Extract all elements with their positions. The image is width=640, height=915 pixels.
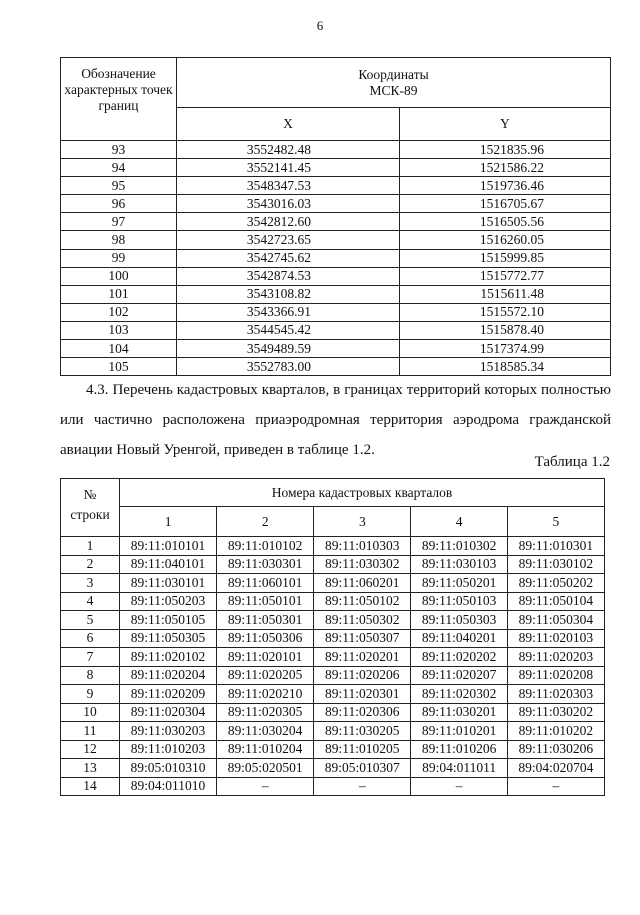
- cadastral-quarter-cell: 89:11:010204: [217, 740, 314, 759]
- row-number-cell: 5: [61, 611, 120, 630]
- page-number: 6: [316, 18, 324, 33]
- row-number-cell: 7: [61, 648, 120, 667]
- coordinates-table-row: [61, 177, 611, 195]
- cadastral-quarter-cell: 89:05:010310: [120, 759, 217, 778]
- coords-header-system: МСК-89: [369, 82, 418, 98]
- point-number-cell: 93: [61, 141, 177, 159]
- cadastral-quarter-cell: 89:11:040201: [411, 629, 507, 648]
- cadastral-quarter-cell: 89:11:050202: [507, 574, 604, 593]
- y-coordinate-cell: 1518585.34: [400, 358, 611, 376]
- coordinates-table-coords-header: [177, 58, 611, 108]
- cadastral-quarter-cell: 89:11:050305: [120, 629, 217, 648]
- y-coordinate-cell: 1515611.48: [400, 285, 611, 303]
- cadastral-quarter-cell: 89:11:020206: [314, 666, 411, 685]
- cadastral-table-column-header: 5: [507, 507, 604, 537]
- row-number-cell: 1: [61, 537, 120, 556]
- cadastral-quarter-cell: 89:11:050307: [314, 629, 411, 648]
- cadastral-table-row: [61, 740, 605, 759]
- point-number-cell: 104: [61, 340, 177, 358]
- cadastral-quarter-cell: 89:11:050301: [217, 611, 314, 630]
- cadastral-quarter-cell: 89:11:010206: [411, 740, 507, 759]
- cadastral-quarter-cell: 89:11:020302: [411, 685, 507, 704]
- cadastral-table-row: [61, 777, 605, 796]
- x-coordinate-cell: 3542745.62: [177, 249, 400, 267]
- x-coordinate-cell: 3552482.48: [177, 141, 400, 159]
- cadastral-quarter-cell: 89:04:011010: [120, 777, 217, 796]
- cadastral-quarter-cell: –: [217, 777, 314, 796]
- cadastral-quarter-cell: 89:11:020209: [120, 685, 217, 704]
- y-coordinate-cell: 1517374.99: [400, 340, 611, 358]
- cadastral-table-row: [61, 759, 605, 778]
- point-number-cell: 97: [61, 213, 177, 231]
- cadastral-quarter-cell: 89:11:010202: [507, 722, 604, 741]
- cadastral-quarter-cell: 89:11:020305: [217, 703, 314, 722]
- cadastral-quarters-table: [60, 478, 605, 796]
- y-coordinate-cell: 1516505.56: [400, 213, 611, 231]
- cadastral-quarter-cell: 89:11:050203: [120, 592, 217, 611]
- cadastral-quarter-cell: 89:04:020704: [507, 759, 604, 778]
- cadastral-quarter-cell: 89:11:010301: [507, 537, 604, 556]
- coordinates-table-row: [61, 159, 611, 177]
- cadastral-quarter-cell: 89:11:020202: [411, 648, 507, 667]
- cadastral-quarter-cell: 89:11:020303: [507, 685, 604, 704]
- x-coordinate-cell: 3543108.82: [177, 285, 400, 303]
- cadastral-quarter-cell: 89:11:030205: [314, 722, 411, 741]
- cadastral-table-column-header: 2: [217, 507, 314, 537]
- x-coordinate-cell: 3543366.91: [177, 303, 400, 321]
- coordinates-table-row: [61, 321, 611, 339]
- cadastral-quarter-cell: 89:11:010201: [411, 722, 507, 741]
- table-caption: Таблица 1.2: [534, 454, 610, 470]
- y-coordinate-cell: 1516705.67: [400, 195, 611, 213]
- row-number-cell: 14: [61, 777, 120, 796]
- cadastral-quarter-cell: 89:04:011011: [411, 759, 507, 778]
- cadastral-quarter-cell: 89:11:030101: [120, 574, 217, 593]
- point-number-cell: 94: [61, 159, 177, 177]
- y-coordinate-cell: 1519736.46: [400, 177, 611, 195]
- row-number-cell: 13: [61, 759, 120, 778]
- cadastral-table-row-number-header: [61, 479, 120, 537]
- row-number-cell: 6: [61, 629, 120, 648]
- coordinates-table-x-header: X: [177, 108, 400, 141]
- cadastral-quarter-cell: 89:11:050105: [120, 611, 217, 630]
- cadastral-quarter-cell: 89:11:020203: [507, 648, 604, 667]
- coordinates-table-row: [61, 358, 611, 376]
- cadastral-quarter-cell: 89:11:050101: [217, 592, 314, 611]
- cadastral-quarter-cell: 89:11:010205: [314, 740, 411, 759]
- coordinates-table-row: [61, 231, 611, 249]
- row-number-cell: 8: [61, 666, 120, 685]
- row-number-cell: 9: [61, 685, 120, 704]
- coordinates-table-row: [61, 213, 611, 231]
- row-number-cell: 10: [61, 703, 120, 722]
- cadastral-quarter-cell: 89:11:050104: [507, 592, 604, 611]
- cadastral-quarter-cell: 89:11:020210: [217, 685, 314, 704]
- cadastral-quarter-cell: –: [411, 777, 507, 796]
- coordinates-table-point-header: Обозначение характерных точек границ: [61, 58, 177, 141]
- cadastral-table-column-header: 3: [314, 507, 411, 537]
- point-number-cell: 99: [61, 249, 177, 267]
- x-coordinate-cell: 3549489.59: [177, 340, 400, 358]
- cadastral-quarter-cell: 89:11:030203: [120, 722, 217, 741]
- x-coordinate-cell: 3542812.60: [177, 213, 400, 231]
- coordinates-table-y-header: Y: [400, 108, 611, 141]
- cadastral-quarter-cell: 89:11:060201: [314, 574, 411, 593]
- coordinates-table: [60, 57, 611, 376]
- cadastral-quarter-cell: 89:11:020301: [314, 685, 411, 704]
- y-coordinate-cell: 1515999.85: [400, 249, 611, 267]
- coords-header-title: Координаты: [358, 66, 429, 82]
- cadastral-quarter-cell: 89:11:020102: [120, 648, 217, 667]
- coordinates-table-row: [61, 303, 611, 321]
- point-number-cell: 103: [61, 321, 177, 339]
- cadastral-quarter-cell: 89:11:030202: [507, 703, 604, 722]
- y-coordinate-cell: 1516260.05: [400, 231, 611, 249]
- x-coordinate-cell: 3542874.53: [177, 267, 400, 285]
- point-number-cell: 100: [61, 267, 177, 285]
- row-number-cell: 3: [61, 574, 120, 593]
- point-number-cell: 102: [61, 303, 177, 321]
- cadastral-quarter-cell: 89:11:020103: [507, 629, 604, 648]
- point-number-cell: 95: [61, 177, 177, 195]
- cadastral-quarter-cell: 89:05:010307: [314, 759, 411, 778]
- cadastral-table-row: [61, 574, 605, 593]
- coordinates-table-row: [61, 141, 611, 159]
- cadastral-quarter-cell: 89:11:010102: [217, 537, 314, 556]
- x-coordinate-cell: 3544545.42: [177, 321, 400, 339]
- cadastral-quarter-cell: 89:11:010303: [314, 537, 411, 556]
- x-coordinate-cell: 3552783.00: [177, 358, 400, 376]
- cadastral-quarter-cell: 89:11:020208: [507, 666, 604, 685]
- cadastral-table-row: [61, 666, 605, 685]
- cadastral-quarter-cell: 89:11:050303: [411, 611, 507, 630]
- cadastral-quarter-cell: 89:11:030102: [507, 555, 604, 574]
- cadastral-quarter-cell: 89:11:020304: [120, 703, 217, 722]
- cadastral-quarter-cell: 89:11:020207: [411, 666, 507, 685]
- paragraph-4-3: 4.3. Перечень кадастровых кварталов, в границах территорий которых полностью или частично расположена приаэродромная территория аэродрома гражданской авиации Новый Уренгой, приведен в таблице 1.2.: [60, 382, 611, 458]
- row-number-label: строки: [70, 507, 110, 522]
- cadastral-table-row: [61, 722, 605, 741]
- cadastral-quarter-cell: 89:11:050201: [411, 574, 507, 593]
- cadastral-quarter-cell: 89:11:030201: [411, 703, 507, 722]
- point-number-cell: 98: [61, 231, 177, 249]
- point-number-cell: 105: [61, 358, 177, 376]
- cadastral-quarter-cell: –: [507, 777, 604, 796]
- cadastral-table-row: [61, 555, 605, 574]
- cadastral-quarter-cell: 89:11:030302: [314, 555, 411, 574]
- row-number-cell: 12: [61, 740, 120, 759]
- cadastral-table-row: [61, 592, 605, 611]
- cadastral-quarter-cell: 89:11:010101: [120, 537, 217, 556]
- cadastral-table-row: [61, 537, 605, 556]
- y-coordinate-cell: 1521586.22: [400, 159, 611, 177]
- cadastral-quarter-cell: 89:11:050103: [411, 592, 507, 611]
- cadastral-quarter-cell: 89:11:050302: [314, 611, 411, 630]
- coordinates-table-row: [61, 285, 611, 303]
- cadastral-quarter-cell: 89:11:020201: [314, 648, 411, 667]
- row-number-cell: 2: [61, 555, 120, 574]
- cadastral-table-row: [61, 685, 605, 704]
- y-coordinate-cell: 1515878.40: [400, 321, 611, 339]
- cadastral-quarter-cell: 89:11:020204: [120, 666, 217, 685]
- y-coordinate-cell: 1515772.77: [400, 267, 611, 285]
- cadastral-quarter-cell: 89:11:040101: [120, 555, 217, 574]
- cadastral-quarter-cell: –: [314, 777, 411, 796]
- x-coordinate-cell: 3543016.03: [177, 195, 400, 213]
- coordinates-table-row: [61, 340, 611, 358]
- point-number-cell: 96: [61, 195, 177, 213]
- cadastral-table-title-header: Номера кадастровых кварталов: [120, 479, 605, 507]
- cadastral-table-row: [61, 629, 605, 648]
- x-coordinate-cell: 3552141.45: [177, 159, 400, 177]
- row-number-cell: 11: [61, 722, 120, 741]
- cadastral-quarter-cell: 89:05:020501: [217, 759, 314, 778]
- cadastral-quarter-cell: 89:11:050102: [314, 592, 411, 611]
- point-number-cell: 101: [61, 285, 177, 303]
- cadastral-quarter-cell: 89:11:010203: [120, 740, 217, 759]
- row-number-symbol: №: [83, 487, 97, 502]
- cadastral-quarter-cell: 89:11:050304: [507, 611, 604, 630]
- cadastral-table-row: [61, 611, 605, 630]
- x-coordinate-cell: 3548347.53: [177, 177, 400, 195]
- cadastral-table-row: [61, 703, 605, 722]
- y-coordinate-cell: 1521835.96: [400, 141, 611, 159]
- cadastral-quarter-cell: 89:11:020306: [314, 703, 411, 722]
- row-number-cell: 4: [61, 592, 120, 611]
- cadastral-quarter-cell: 89:11:050306: [217, 629, 314, 648]
- cadastral-quarter-cell: 89:11:010302: [411, 537, 507, 556]
- cadastral-quarter-cell: 89:11:020101: [217, 648, 314, 667]
- cadastral-table-column-header: 4: [411, 507, 507, 537]
- cadastral-quarter-cell: 89:11:030204: [217, 722, 314, 741]
- y-coordinate-cell: 1515572.10: [400, 303, 611, 321]
- cadastral-quarter-cell: 89:11:030301: [217, 555, 314, 574]
- cadastral-quarter-cell: 89:11:060101: [217, 574, 314, 593]
- cadastral-quarter-cell: 89:11:030103: [411, 555, 507, 574]
- coordinates-table-row: [61, 249, 611, 267]
- coordinates-table-row: [61, 267, 611, 285]
- cadastral-quarter-cell: 89:11:030206: [507, 740, 604, 759]
- cadastral-table-row: [61, 648, 605, 667]
- x-coordinate-cell: 3542723.65: [177, 231, 400, 249]
- cadastral-table-column-header: 1: [120, 507, 217, 537]
- cadastral-quarter-cell: 89:11:020205: [217, 666, 314, 685]
- coordinates-table-row: [61, 195, 611, 213]
